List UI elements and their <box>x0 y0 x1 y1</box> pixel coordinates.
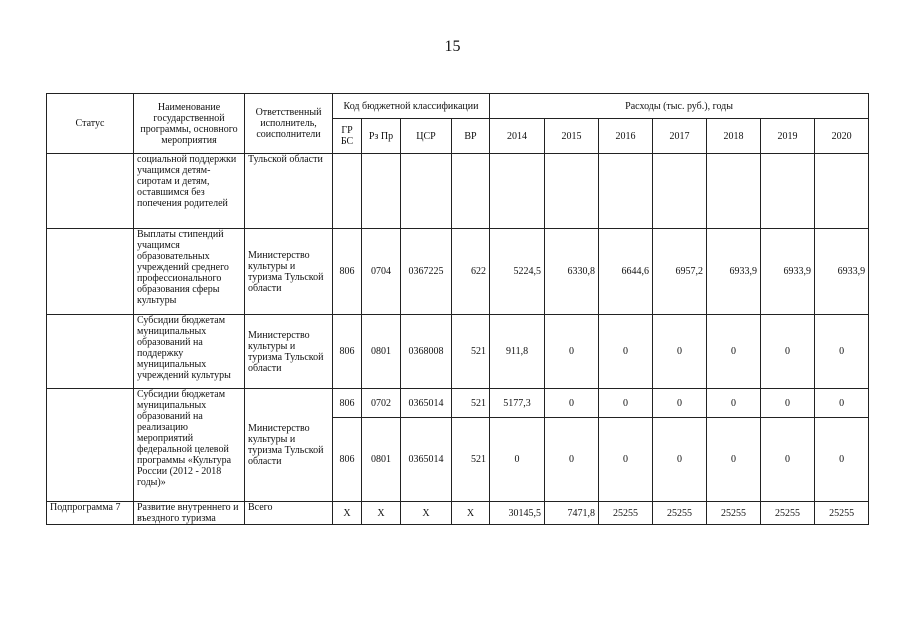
header-vr: ВР <box>452 119 490 154</box>
cell-value: 25255 <box>815 502 869 525</box>
cell-value: 0 <box>599 389 653 418</box>
cell-value: 0 <box>599 418 653 502</box>
cell-value: 0 <box>761 315 815 389</box>
cell-value: 0 <box>545 389 599 418</box>
cell-grbs: Х <box>333 502 362 525</box>
cell-rzpr: 0801 <box>362 315 401 389</box>
cell-value: 911,8 <box>490 315 545 389</box>
cell-rzpr: 0702 <box>362 389 401 418</box>
cell-value: 0 <box>490 418 545 502</box>
cell-name: Развитие внутреннего и въездного туризма <box>134 502 245 525</box>
header-year: 2016 <box>599 119 653 154</box>
cell-value: 6933,9 <box>707 229 761 315</box>
cell-value: 0 <box>761 389 815 418</box>
cell-value: 0 <box>653 389 707 418</box>
cell-name: Выплаты стипендий учащимся образовательных учреждений среднего профессионального образования сферы культуры <box>134 229 245 315</box>
cell-responsible: Всего <box>245 502 333 525</box>
cell-vr <box>452 154 490 229</box>
cell-value: 6330,8 <box>545 229 599 315</box>
cell-value: 25255 <box>653 502 707 525</box>
header-year: 2018 <box>707 119 761 154</box>
cell-csr: 0368008 <box>401 315 452 389</box>
cell-value <box>545 154 599 229</box>
page-number: 15 <box>444 38 461 55</box>
cell-value: 6644,6 <box>599 229 653 315</box>
cell-name: Субсидии бюджетам муниципальных образований на поддержку муниципальных учреждений культуры <box>134 315 245 389</box>
budget-table <box>46 93 869 525</box>
cell-value: 0 <box>707 389 761 418</box>
cell-rzpr: 0801 <box>362 418 401 502</box>
header-csr: ЦСР <box>401 119 452 154</box>
header-row <box>47 94 869 119</box>
cell-value <box>599 154 653 229</box>
cell-value: 0 <box>599 315 653 389</box>
cell-value: 0 <box>815 315 869 389</box>
cell-vr: 521 <box>452 315 490 389</box>
cell-value: 30145,5 <box>490 502 545 525</box>
cell-responsible: Министерство культуры и туризма Тульской области <box>245 315 333 389</box>
cell-responsible: Министерство культуры и туризма Тульской области <box>245 229 333 315</box>
header-year: 2020 <box>815 119 869 154</box>
cell-value <box>815 154 869 229</box>
table-row <box>47 154 869 229</box>
cell-value <box>490 154 545 229</box>
cell-value: 0 <box>707 315 761 389</box>
cell-vr: Х <box>452 502 490 525</box>
cell-value: 6933,9 <box>761 229 815 315</box>
cell-status <box>47 389 134 502</box>
header-year: 2015 <box>545 119 599 154</box>
table-row <box>47 229 869 315</box>
cell-vr: 521 <box>452 418 490 502</box>
header-year: 2019 <box>761 119 815 154</box>
cell-value: 25255 <box>707 502 761 525</box>
cell-name: социальной поддержки учащимся детям-сиротам и детям, оставшимся без попечения родителей <box>134 154 245 229</box>
cell-value: 25255 <box>599 502 653 525</box>
cell-grbs: 806 <box>333 418 362 502</box>
header-budget-code: Код бюджетной классификации <box>333 94 490 119</box>
header-name: Наименование государственной программы, основного мероприятия <box>134 94 245 154</box>
cell-responsible: Тульской области <box>245 154 333 229</box>
table-row <box>47 315 869 389</box>
cell-grbs: 806 <box>333 229 362 315</box>
cell-rzpr: 0704 <box>362 229 401 315</box>
cell-status <box>47 315 134 389</box>
header-rzpr: Рз Пр <box>362 119 401 154</box>
cell-rzpr: Х <box>362 502 401 525</box>
cell-value: 7471,8 <box>545 502 599 525</box>
cell-csr: 0367225 <box>401 229 452 315</box>
cell-value: 6957,2 <box>653 229 707 315</box>
cell-value: 6933,9 <box>815 229 869 315</box>
cell-value <box>653 154 707 229</box>
cell-value: 5177,3 <box>490 389 545 418</box>
cell-value: 0 <box>653 315 707 389</box>
cell-grbs: 806 <box>333 389 362 418</box>
header-status: Статус <box>47 94 134 154</box>
table-row <box>47 502 869 525</box>
cell-value: 0 <box>707 418 761 502</box>
cell-responsible: Министерство культуры и туризма Тульской области <box>245 389 333 502</box>
cell-grbs: 806 <box>333 315 362 389</box>
cell-name: Субсидии бюджетам муниципальных образований на реализацию мероприятий федеральной целевой программы «Культура России (2012 - 2018 годы)» <box>134 389 245 502</box>
cell-value: 0 <box>653 418 707 502</box>
table-row <box>47 389 869 418</box>
cell-status: Подпрограмма 7 <box>47 502 134 525</box>
cell-rzpr <box>362 154 401 229</box>
cell-value: 0 <box>761 418 815 502</box>
cell-value: 5224,5 <box>490 229 545 315</box>
header-year: 2017 <box>653 119 707 154</box>
cell-value <box>707 154 761 229</box>
cell-csr: 0365014 <box>401 418 452 502</box>
header-responsible: Ответственный исполнитель, соисполнители <box>245 94 333 154</box>
cell-vr: 622 <box>452 229 490 315</box>
cell-vr: 521 <box>452 389 490 418</box>
cell-value: 25255 <box>761 502 815 525</box>
cell-status <box>47 229 134 315</box>
cell-grbs <box>333 154 362 229</box>
cell-value: 0 <box>545 418 599 502</box>
header-year: 2014 <box>490 119 545 154</box>
cell-value: 0 <box>815 418 869 502</box>
cell-value: 0 <box>815 389 869 418</box>
cell-value: 0 <box>545 315 599 389</box>
cell-csr <box>401 154 452 229</box>
header-expenses: Расходы (тыс. руб.), годы <box>490 94 869 119</box>
header-grbs: ГР БС <box>333 119 362 154</box>
cell-csr: 0365014 <box>401 389 452 418</box>
cell-status <box>47 154 134 229</box>
cell-csr: Х <box>401 502 452 525</box>
cell-value <box>761 154 815 229</box>
